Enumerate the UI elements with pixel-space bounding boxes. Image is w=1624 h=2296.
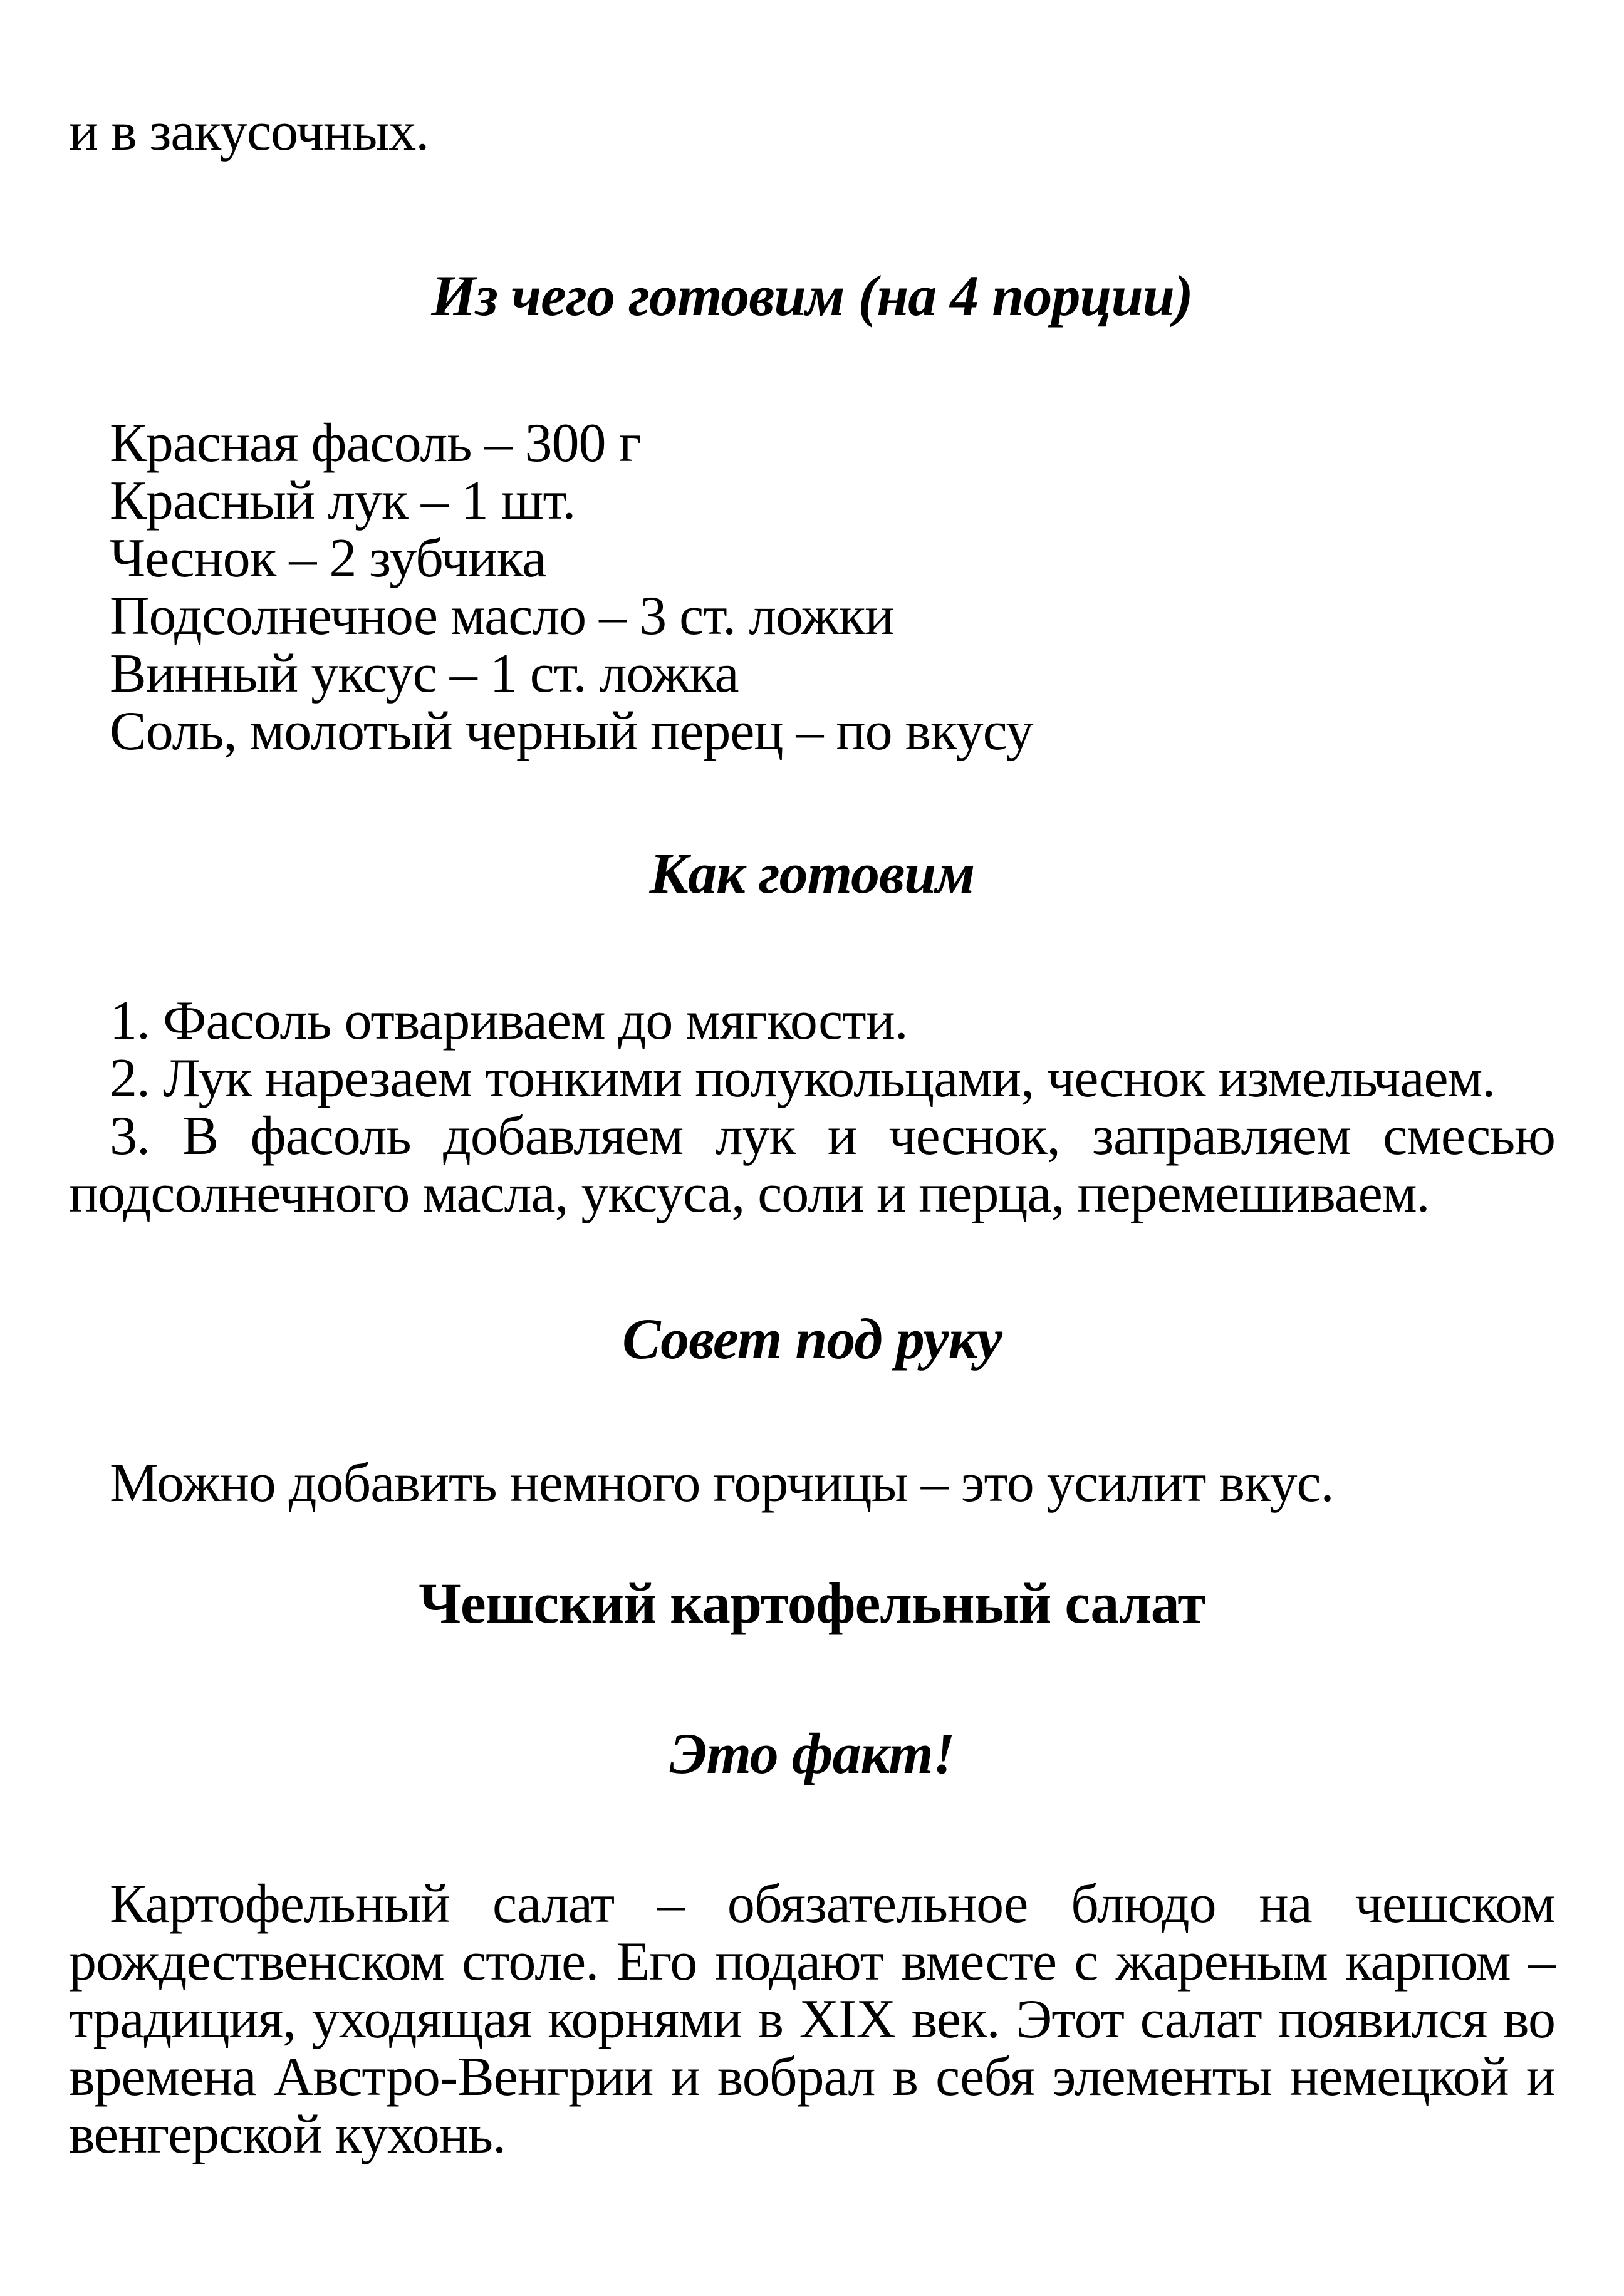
step-line: 3. В фасоль добавляем лук и чеснок, заправляем смесью подсолнечного масла, уксуса, соли и перца, перемешиваем.: [69, 1106, 1555, 1224]
intro-paragraph: и в закусочных.: [69, 101, 429, 162]
ingredients-list: [69, 415, 1555, 761]
ingredient-line: Винный уксус – 1 ст. ложка: [110, 643, 739, 704]
fact-heading: Это факт!: [669, 1722, 955, 1785]
ingredient-line: Чеснок – 2 зубчика: [110, 528, 546, 589]
ingredient-line: Соль, молотый черный перец – по вкусу: [110, 701, 1033, 762]
steps-list: [69, 992, 1555, 1223]
tip-paragraph: Можно добавить немного горчицы – это усилит вкус.: [110, 1453, 1334, 1514]
fact-paragraph: Картофельный салат – обязательное блюдо на чешском рождественском столе. Его подают вместе с жареным карпом – традиция, уходящая корнями в XIX век. Этот салат появился во времена Австро-Венгрии и вобрал в себя элементы немецкой и венгерской кухонь.: [69, 1874, 1555, 2165]
ingredient-line: Подсолнечное масло – 3 ст. ложки: [110, 586, 894, 647]
recipe-title-heading: Чешский картофельный салат: [419, 1571, 1205, 1635]
tip-heading: Совет под руку: [622, 1307, 1002, 1371]
step-line: 2. Лук нарезаем тонкими полукольцами, чеснок измельчаем.: [110, 1048, 1496, 1109]
ingredient-line: Красная фасоль – 300 г: [110, 413, 641, 474]
ingredients-heading: Из чего готовим (на 4 порции): [431, 264, 1193, 328]
step-line: 1. Фасоль отвариваем до мягкости.: [110, 990, 908, 1051]
method-heading: Как готовим: [649, 841, 975, 905]
ingredient-line: Красный лук – 1 шт.: [110, 470, 576, 531]
